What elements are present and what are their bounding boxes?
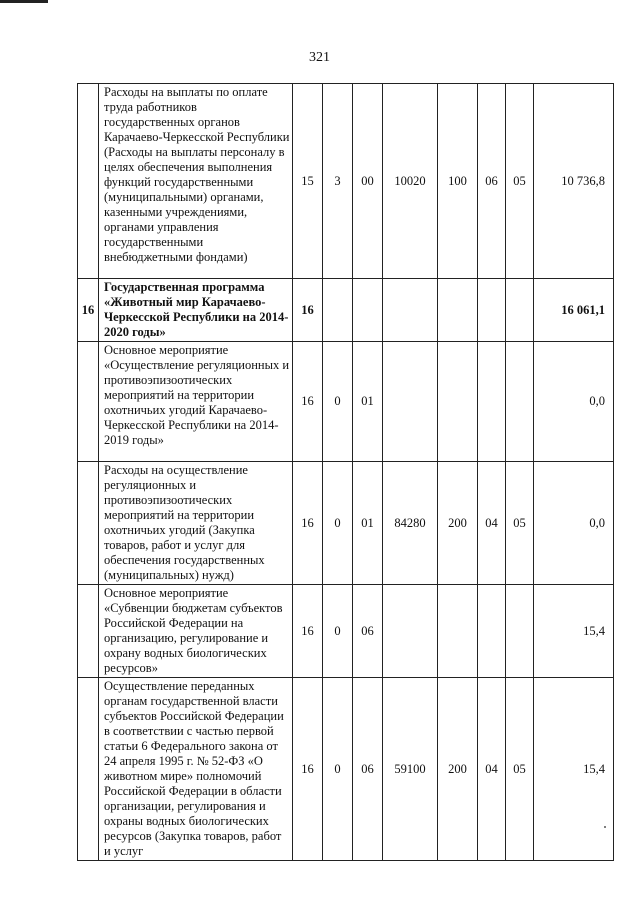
amount-cell: 0,0: [534, 462, 614, 585]
table-row: [78, 585, 614, 678]
direction-code-cell: [383, 342, 438, 462]
amount-cell: 0,0: [534, 342, 614, 462]
program-code-cell: 16: [293, 279, 323, 342]
subprogram-code-cell: 0: [323, 462, 353, 585]
subsection-cell: 05: [506, 678, 534, 861]
subprogram-code-cell: [323, 279, 353, 342]
expense-type-cell: [438, 279, 478, 342]
event-code-cell: 00: [353, 84, 383, 279]
scan-dot: [604, 826, 606, 828]
event-code-cell: 01: [353, 462, 383, 585]
subsection-cell: 05: [506, 84, 534, 279]
table-row: [78, 279, 614, 342]
table-body: [78, 84, 614, 861]
event-code-cell: 06: [353, 585, 383, 678]
table-row: [78, 678, 614, 861]
scan-corner-mark: [0, 0, 48, 3]
expense-type-cell: [438, 585, 478, 678]
section-cell: [478, 279, 506, 342]
section-cell: 06: [478, 84, 506, 279]
program-code-cell: 15: [293, 84, 323, 279]
direction-code-cell: [383, 585, 438, 678]
subsection-cell: [506, 342, 534, 462]
description-cell: Расходы на выплаты по оплате труда работников государственных органов Карачаево-Черкесской Республики (Расходы на выплаты персоналу в целях обеспечения выполнения функций государственными (муниципальными) органами, казенными учреждениями, органами управления государственными внебюджетными фондами): [99, 84, 293, 279]
event-code-cell: 06: [353, 678, 383, 861]
program-code-cell: 16: [293, 462, 323, 585]
direction-code-cell: 59100: [383, 678, 438, 861]
amount-cell: 15,4: [534, 678, 614, 861]
direction-code-cell: 10020: [383, 84, 438, 279]
program-code-cell: 16: [293, 585, 323, 678]
expense-type-cell: [438, 342, 478, 462]
subprogram-code-cell: 3: [323, 84, 353, 279]
subsection-cell: 05: [506, 462, 534, 585]
row-number-cell: [78, 585, 99, 678]
page-number: 321: [309, 50, 330, 65]
subsection-cell: [506, 279, 534, 342]
direction-code-cell: 84280: [383, 462, 438, 585]
table-row: [78, 84, 614, 279]
section-cell: 04: [478, 678, 506, 861]
expense-type-cell: 200: [438, 462, 478, 585]
program-code-cell: 16: [293, 342, 323, 462]
expense-type-cell: 100: [438, 84, 478, 279]
program-code-cell: 16: [293, 678, 323, 861]
table-row: [78, 342, 614, 462]
expense-type-cell: 200: [438, 678, 478, 861]
event-code-cell: 01: [353, 342, 383, 462]
row-number-cell: [78, 678, 99, 861]
row-number-cell: [78, 462, 99, 585]
section-cell: [478, 585, 506, 678]
section-cell: 04: [478, 462, 506, 585]
subprogram-code-cell: 0: [323, 678, 353, 861]
description-cell: Осуществление переданных органам государственной власти субъектов Российской Федерации в соответствии с частью первой статьи 6 Федерального закона от 24 апреля 1995 г. № 52-ФЗ «О животном мире» полномочий Российской Федерации в области организации, регулирования и охраны водных биологических ресурсов (Закупка товаров, работ и услуг: [99, 678, 293, 861]
amount-cell: 15,4: [534, 585, 614, 678]
direction-code-cell: [383, 279, 438, 342]
description-cell: Основное мероприятие «Осуществление регуляционных и противоэпизоотических мероприятий на территории охотничьих угодий Карачаево-Черкесской Республики на 2014-2019 годы»: [99, 342, 293, 462]
description-cell: Расходы на осуществление регуляционных и противоэпизоотических мероприятий на территории охотничьих угодий (Закупка товаров, работ и услуг для обеспечения государственных (муниципальных) нужд): [99, 462, 293, 585]
table-row: [78, 462, 614, 585]
section-cell: [478, 342, 506, 462]
amount-cell: 16 061,1: [534, 279, 614, 342]
subprogram-code-cell: 0: [323, 342, 353, 462]
description-cell: Государственная программа «Животный мир Карачаево-Черкесской Республики на 2014-2020 годы»: [99, 279, 293, 342]
subsection-cell: [506, 585, 534, 678]
budget-table: [77, 83, 614, 861]
row-number-cell: [78, 84, 99, 279]
row-number-cell: 16: [78, 279, 99, 342]
event-code-cell: [353, 279, 383, 342]
amount-cell: 10 736,8: [534, 84, 614, 279]
row-number-cell: [78, 342, 99, 462]
subprogram-code-cell: 0: [323, 585, 353, 678]
description-cell: Основное мероприятие «Субвенции бюджетам субъектов Российской Федерации на организацию, регулирование и охрану водных биологических ресурсов»: [99, 585, 293, 678]
